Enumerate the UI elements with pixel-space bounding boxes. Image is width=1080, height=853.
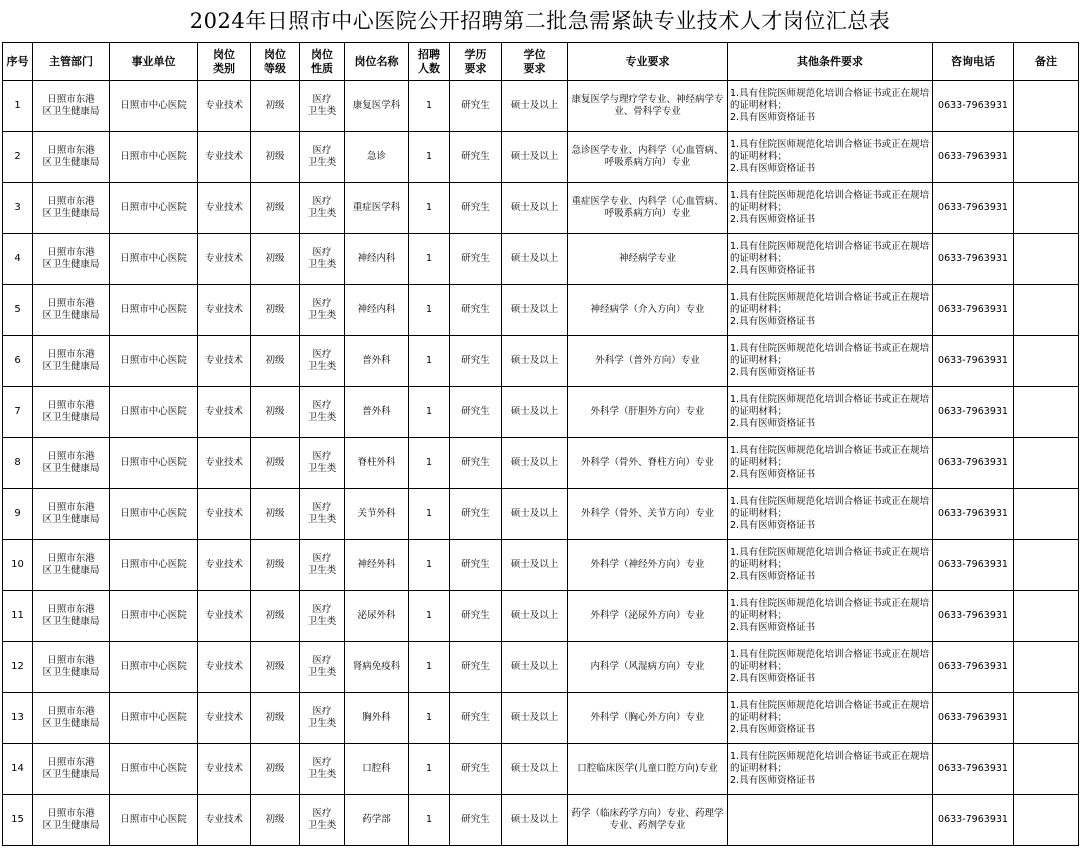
cell-note <box>1014 387 1079 438</box>
cell-category: 专业技术 <box>198 336 251 387</box>
cell-index: 7 <box>3 387 33 438</box>
cell-category: 专业技术 <box>198 183 251 234</box>
cell-other-requirements: 1.具有住院医师规范化培训合格证书或正在规培的证明材料； 2.具有医师资格证书 <box>728 744 933 795</box>
cell-level: 初级 <box>251 693 300 744</box>
cell-unit: 日照市中心医院 <box>110 489 198 540</box>
cell-degree: 硕士及以上 <box>502 795 568 846</box>
cell-level: 初级 <box>251 744 300 795</box>
header-row <box>3 43 1079 81</box>
cell-position: 重症医学科 <box>345 183 409 234</box>
cell-department: 日照市东港 区卫生健康局 <box>33 285 110 336</box>
cell-category: 专业技术 <box>198 387 251 438</box>
cell-note <box>1014 81 1079 132</box>
cell-unit: 日照市中心医院 <box>110 438 198 489</box>
cell-degree: 硕士及以上 <box>502 183 568 234</box>
table-body <box>3 81 1079 846</box>
cell-index: 5 <box>3 285 33 336</box>
cell-degree: 硕士及以上 <box>502 285 568 336</box>
cell-major: 急诊医学专业、内科学（心血管病、呼吸系病方向）专业 <box>568 132 728 183</box>
cell-note <box>1014 234 1079 285</box>
cell-index: 11 <box>3 591 33 642</box>
cell-major: 外科学（胸心外方向）专业 <box>568 693 728 744</box>
cell-category: 专业技术 <box>198 642 251 693</box>
cell-nature: 医疗 卫生类 <box>300 693 345 744</box>
cell-note <box>1014 183 1079 234</box>
cell-count: 1 <box>409 183 450 234</box>
cell-position: 药学部 <box>345 795 409 846</box>
cell-degree: 硕士及以上 <box>502 693 568 744</box>
table-row <box>3 234 1079 285</box>
cell-nature: 医疗 卫生类 <box>300 336 345 387</box>
cell-position: 泌尿外科 <box>345 591 409 642</box>
cell-unit: 日照市中心医院 <box>110 795 198 846</box>
cell-count: 1 <box>409 336 450 387</box>
cell-category: 专业技术 <box>198 285 251 336</box>
cell-department: 日照市东港 区卫生健康局 <box>33 693 110 744</box>
cell-education: 研究生 <box>450 693 502 744</box>
table-row <box>3 183 1079 234</box>
cell-nature: 医疗 卫生类 <box>300 132 345 183</box>
cell-count: 1 <box>409 81 450 132</box>
cell-index: 6 <box>3 336 33 387</box>
header-count: 招聘 人数 <box>409 43 450 81</box>
header-education: 学历 要求 <box>450 43 502 81</box>
cell-note <box>1014 591 1079 642</box>
header-unit: 事业单位 <box>110 43 198 81</box>
cell-education: 研究生 <box>450 540 502 591</box>
cell-note <box>1014 693 1079 744</box>
positions-table <box>2 42 1079 846</box>
cell-count: 1 <box>409 540 450 591</box>
cell-category: 专业技术 <box>198 489 251 540</box>
header-category: 岗位 类别 <box>198 43 251 81</box>
cell-phone: 0633-7963931 <box>933 693 1014 744</box>
cell-department: 日照市东港 区卫生健康局 <box>33 132 110 183</box>
header-level: 岗位 等级 <box>251 43 300 81</box>
cell-major: 内科学（风湿病方向）专业 <box>568 642 728 693</box>
cell-count: 1 <box>409 285 450 336</box>
cell-department: 日照市东港 区卫生健康局 <box>33 489 110 540</box>
table-row <box>3 489 1079 540</box>
cell-phone: 0633-7963931 <box>933 387 1014 438</box>
cell-position: 普外科 <box>345 336 409 387</box>
cell-education: 研究生 <box>450 387 502 438</box>
cell-degree: 硕士及以上 <box>502 81 568 132</box>
cell-index: 8 <box>3 438 33 489</box>
header-other-requirements: 其他条件要求 <box>728 43 933 81</box>
cell-count: 1 <box>409 234 450 285</box>
cell-department: 日照市东港 区卫生健康局 <box>33 744 110 795</box>
cell-unit: 日照市中心医院 <box>110 183 198 234</box>
cell-index: 3 <box>3 183 33 234</box>
cell-education: 研究生 <box>450 489 502 540</box>
cell-category: 专业技术 <box>198 744 251 795</box>
cell-nature: 医疗 卫生类 <box>300 540 345 591</box>
cell-major: 康复医学与理疗学专业、神经病学专业、骨科学专业 <box>568 81 728 132</box>
cell-education: 研究生 <box>450 183 502 234</box>
cell-level: 初级 <box>251 183 300 234</box>
cell-index: 9 <box>3 489 33 540</box>
cell-other-requirements: 1.具有住院医师规范化培训合格证书或正在规培的证明材料； 2.具有医师资格证书 <box>728 387 933 438</box>
cell-position: 肾病免疫科 <box>345 642 409 693</box>
header-degree: 学位 要求 <box>502 43 568 81</box>
cell-phone: 0633-7963931 <box>933 489 1014 540</box>
table-row <box>3 693 1079 744</box>
cell-note <box>1014 489 1079 540</box>
cell-count: 1 <box>409 489 450 540</box>
cell-level: 初级 <box>251 285 300 336</box>
cell-education: 研究生 <box>450 744 502 795</box>
cell-major: 神经病学（介入方向）专业 <box>568 285 728 336</box>
cell-department: 日照市东港 区卫生健康局 <box>33 795 110 846</box>
table-row <box>3 642 1079 693</box>
cell-level: 初级 <box>251 234 300 285</box>
cell-education: 研究生 <box>450 234 502 285</box>
cell-phone: 0633-7963931 <box>933 795 1014 846</box>
cell-level: 初级 <box>251 336 300 387</box>
cell-unit: 日照市中心医院 <box>110 387 198 438</box>
cell-level: 初级 <box>251 489 300 540</box>
cell-nature: 医疗 卫生类 <box>300 795 345 846</box>
cell-phone: 0633-7963931 <box>933 336 1014 387</box>
cell-note <box>1014 438 1079 489</box>
cell-level: 初级 <box>251 540 300 591</box>
cell-degree: 硕士及以上 <box>502 744 568 795</box>
cell-index: 13 <box>3 693 33 744</box>
cell-position: 康复医学科 <box>345 81 409 132</box>
cell-position: 胸外科 <box>345 693 409 744</box>
cell-position: 脊柱外科 <box>345 438 409 489</box>
cell-phone: 0633-7963931 <box>933 744 1014 795</box>
cell-degree: 硕士及以上 <box>502 438 568 489</box>
table-row <box>3 132 1079 183</box>
cell-index: 10 <box>3 540 33 591</box>
cell-major: 外科学（骨外、关节方向）专业 <box>568 489 728 540</box>
cell-major: 外科学（肝胆外方向）专业 <box>568 387 728 438</box>
cell-index: 1 <box>3 81 33 132</box>
cell-unit: 日照市中心医院 <box>110 642 198 693</box>
cell-count: 1 <box>409 387 450 438</box>
table-row <box>3 795 1079 846</box>
cell-degree: 硕士及以上 <box>502 591 568 642</box>
cell-education: 研究生 <box>450 81 502 132</box>
header-nature: 岗位 性质 <box>300 43 345 81</box>
header-index: 序号 <box>3 43 33 81</box>
cell-note <box>1014 540 1079 591</box>
cell-department: 日照市东港 区卫生健康局 <box>33 336 110 387</box>
cell-department: 日照市东港 区卫生健康局 <box>33 591 110 642</box>
cell-unit: 日照市中心医院 <box>110 234 198 285</box>
cell-unit: 日照市中心医院 <box>110 591 198 642</box>
cell-other-requirements: 1.具有住院医师规范化培训合格证书或正在规培的证明材料； 2.具有医师资格证书 <box>728 132 933 183</box>
cell-note <box>1014 795 1079 846</box>
cell-other-requirements: 1.具有住院医师规范化培训合格证书或正在规培的证明材料； 2.具有医师资格证书 <box>728 336 933 387</box>
cell-major: 外科学（神经外方向）专业 <box>568 540 728 591</box>
header-major: 专业要求 <box>568 43 728 81</box>
cell-index: 14 <box>3 744 33 795</box>
cell-degree: 硕士及以上 <box>502 387 568 438</box>
cell-other-requirements: 1.具有住院医师规范化培训合格证书或正在规培的证明材料； 2.具有医师资格证书 <box>728 642 933 693</box>
cell-nature: 医疗 卫生类 <box>300 489 345 540</box>
cell-department: 日照市东港 区卫生健康局 <box>33 540 110 591</box>
cell-unit: 日照市中心医院 <box>110 81 198 132</box>
cell-other-requirements: 1.具有住院医师规范化培训合格证书或正在规培的证明材料； 2.具有医师资格证书 <box>728 438 933 489</box>
cell-nature: 医疗 卫生类 <box>300 81 345 132</box>
cell-other-requirements: 1.具有住院医师规范化培训合格证书或正在规培的证明材料； 2.具有医师资格证书 <box>728 489 933 540</box>
table-row <box>3 387 1079 438</box>
table-row <box>3 540 1079 591</box>
cell-other-requirements: 1.具有住院医师规范化培训合格证书或正在规培的证明材料； 2.具有医师资格证书 <box>728 591 933 642</box>
table-row <box>3 336 1079 387</box>
cell-level: 初级 <box>251 132 300 183</box>
cell-nature: 医疗 卫生类 <box>300 234 345 285</box>
cell-note <box>1014 744 1079 795</box>
cell-degree: 硕士及以上 <box>502 234 568 285</box>
cell-department: 日照市东港 区卫生健康局 <box>33 183 110 234</box>
cell-phone: 0633-7963931 <box>933 438 1014 489</box>
cell-department: 日照市东港 区卫生健康局 <box>33 642 110 693</box>
cell-unit: 日照市中心医院 <box>110 285 198 336</box>
header-department: 主管部门 <box>33 43 110 81</box>
cell-unit: 日照市中心医院 <box>110 693 198 744</box>
cell-position: 口腔科 <box>345 744 409 795</box>
cell-other-requirements: 1.具有住院医师规范化培训合格证书或正在规培的证明材料； 2.具有医师资格证书 <box>728 81 933 132</box>
cell-department: 日照市东港 区卫生健康局 <box>33 81 110 132</box>
cell-education: 研究生 <box>450 132 502 183</box>
table-row <box>3 744 1079 795</box>
cell-index: 4 <box>3 234 33 285</box>
cell-major: 外科学（普外方向）专业 <box>568 336 728 387</box>
cell-count: 1 <box>409 693 450 744</box>
cell-degree: 硕士及以上 <box>502 132 568 183</box>
cell-index: 12 <box>3 642 33 693</box>
cell-major: 口腔临床医学(儿童口腔方向)专业 <box>568 744 728 795</box>
cell-category: 专业技术 <box>198 540 251 591</box>
cell-note <box>1014 132 1079 183</box>
cell-count: 1 <box>409 132 450 183</box>
cell-phone: 0633-7963931 <box>933 285 1014 336</box>
header-phone: 咨询电话 <box>933 43 1014 81</box>
cell-degree: 硕士及以上 <box>502 489 568 540</box>
cell-major: 药学（临床药学方向）专业、药理学专业、药剂学专业 <box>568 795 728 846</box>
cell-level: 初级 <box>251 642 300 693</box>
cell-unit: 日照市中心医院 <box>110 744 198 795</box>
cell-nature: 医疗 卫生类 <box>300 387 345 438</box>
cell-unit: 日照市中心医院 <box>110 132 198 183</box>
cell-nature: 医疗 卫生类 <box>300 744 345 795</box>
cell-category: 专业技术 <box>198 132 251 183</box>
cell-degree: 硕士及以上 <box>502 642 568 693</box>
cell-other-requirements: 1.具有住院医师规范化培训合格证书或正在规培的证明材料； 2.具有医师资格证书 <box>728 285 933 336</box>
cell-position: 关节外科 <box>345 489 409 540</box>
cell-note <box>1014 336 1079 387</box>
cell-category: 专业技术 <box>198 591 251 642</box>
page-title: 2024年日照市中心医院公开招聘第二批急需紧缺专业技术人才岗位汇总表 <box>189 9 891 33</box>
cell-phone: 0633-7963931 <box>933 591 1014 642</box>
cell-unit: 日照市中心医院 <box>110 336 198 387</box>
cell-category: 专业技术 <box>198 795 251 846</box>
cell-nature: 医疗 卫生类 <box>300 285 345 336</box>
cell-count: 1 <box>409 438 450 489</box>
cell-index: 2 <box>3 132 33 183</box>
cell-level: 初级 <box>251 795 300 846</box>
cell-other-requirements <box>728 795 933 846</box>
cell-other-requirements: 1.具有住院医师规范化培训合格证书或正在规培的证明材料； 2.具有医师资格证书 <box>728 183 933 234</box>
cell-position: 神经内科 <box>345 285 409 336</box>
cell-category: 专业技术 <box>198 438 251 489</box>
cell-phone: 0633-7963931 <box>933 234 1014 285</box>
cell-position: 神经外科 <box>345 540 409 591</box>
cell-department: 日照市东港 区卫生健康局 <box>33 387 110 438</box>
table-row <box>3 438 1079 489</box>
cell-nature: 医疗 卫生类 <box>300 642 345 693</box>
cell-education: 研究生 <box>450 438 502 489</box>
header-position: 岗位名称 <box>345 43 409 81</box>
cell-level: 初级 <box>251 81 300 132</box>
cell-note <box>1014 642 1079 693</box>
cell-note <box>1014 285 1079 336</box>
cell-phone: 0633-7963931 <box>933 642 1014 693</box>
cell-index: 15 <box>3 795 33 846</box>
cell-phone: 0633-7963931 <box>933 132 1014 183</box>
cell-education: 研究生 <box>450 591 502 642</box>
cell-education: 研究生 <box>450 336 502 387</box>
cell-education: 研究生 <box>450 642 502 693</box>
cell-department: 日照市东港 区卫生健康局 <box>33 234 110 285</box>
table-row <box>3 591 1079 642</box>
table-row <box>3 285 1079 336</box>
table-row <box>3 81 1079 132</box>
header-note: 备注 <box>1014 43 1079 81</box>
cell-other-requirements: 1.具有住院医师规范化培训合格证书或正在规培的证明材料； 2.具有医师资格证书 <box>728 234 933 285</box>
cell-major: 外科学（泌尿外方向）专业 <box>568 591 728 642</box>
cell-degree: 硕士及以上 <box>502 540 568 591</box>
cell-position: 普外科 <box>345 387 409 438</box>
cell-level: 初级 <box>251 591 300 642</box>
cell-category: 专业技术 <box>198 693 251 744</box>
cell-phone: 0633-7963931 <box>933 183 1014 234</box>
cell-count: 1 <box>409 591 450 642</box>
cell-position: 急诊 <box>345 132 409 183</box>
cell-major: 神经病学专业 <box>568 234 728 285</box>
cell-nature: 医疗 卫生类 <box>300 591 345 642</box>
cell-position: 神经内科 <box>345 234 409 285</box>
cell-other-requirements: 1.具有住院医师规范化培训合格证书或正在规培的证明材料； 2.具有医师资格证书 <box>728 540 933 591</box>
cell-count: 1 <box>409 744 450 795</box>
cell-education: 研究生 <box>450 795 502 846</box>
cell-major: 重症医学专业、内科学（心血管病、呼吸系病方向）专业 <box>568 183 728 234</box>
cell-count: 1 <box>409 795 450 846</box>
cell-nature: 医疗 卫生类 <box>300 438 345 489</box>
cell-phone: 0633-7963931 <box>933 81 1014 132</box>
cell-nature: 医疗 卫生类 <box>300 183 345 234</box>
cell-unit: 日照市中心医院 <box>110 540 198 591</box>
cell-count: 1 <box>409 642 450 693</box>
cell-category: 专业技术 <box>198 81 251 132</box>
cell-level: 初级 <box>251 387 300 438</box>
cell-phone: 0633-7963931 <box>933 540 1014 591</box>
cell-major: 外科学（骨外、脊柱方向）专业 <box>568 438 728 489</box>
cell-education: 研究生 <box>450 285 502 336</box>
cell-other-requirements: 1.具有住院医师规范化培训合格证书或正在规培的证明材料； 2.具有医师资格证书 <box>728 693 933 744</box>
cell-degree: 硕士及以上 <box>502 336 568 387</box>
cell-department: 日照市东港 区卫生健康局 <box>33 438 110 489</box>
cell-level: 初级 <box>251 438 300 489</box>
cell-category: 专业技术 <box>198 234 251 285</box>
